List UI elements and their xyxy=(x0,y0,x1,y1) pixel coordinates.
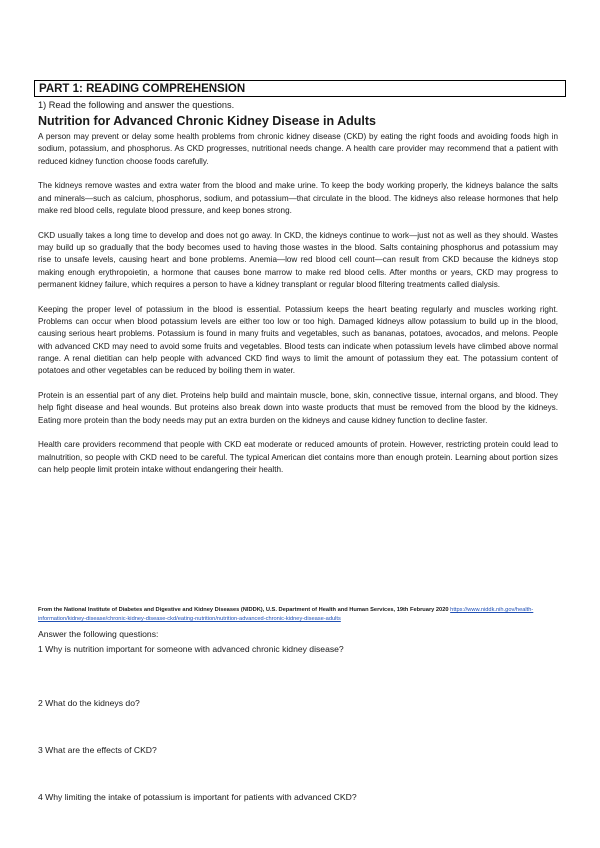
part-header: PART 1: READING COMPREHENSION xyxy=(34,80,566,97)
article-paragraph: The kidneys remove wastes and extra water from the blood and make urine. To keep the body working properly, the kidneys balance the salts and minerals—such as calcium, phosphorus, sodium, and potassium—that circulate in the blood. The kidneys also release hormones that help make red blood cells, regulate blood pressure, and keep bones strong. xyxy=(38,181,558,215)
article-paragraph: CKD usually takes a long time to develop and does not go away. In CKD, the kidneys continue to work—just not as well as they should. Wastes may build up so gradually that the body becomes used to having those wastes in the blood. Salts containing phosphorus and potassium may rise to unsafe levels, causing heart and bone problems. Anemia—low red blood cell count—can result from CKD because the kidneys stop making enough erythropoietin, a hormone that causes bone marrow to make red blood cells. After months or years, CKD may progress to permanent kidney failure, which requires a person to have a kidney transplant or regular blood filtering treatments called dialysis. xyxy=(38,230,558,289)
question-3: 3 What are the effects of CKD? xyxy=(38,745,157,755)
answer-prompt: Answer the following questions: xyxy=(38,629,159,639)
article-paragraph: Keeping the proper level of potassium in the blood is essential. Potassium keeps the heart beating regularly and muscles working right. Problems can occur when blood potassium levels are either too low or too high. Damaged kidneys allow potassium to build up in the blood, causing serious heart problems. Potassium is found in many fruits and vegetables, such as bananas, potatoes, avocados, and melons. People with advanced CKD may need to avoid some fruits and vegetables. Blood tests can indicate when potassium levels have climbed above normal range. A renal dietitian can help people with advanced CKD find ways to limit the amount of potassium they eat. The potassium content of potatoes and other vegetables can be reduced by boiling them in water. xyxy=(38,304,558,376)
question-4: 4 Why limiting the intake of potassium is important for patients with advanced CKD? xyxy=(38,792,357,802)
source-citation xyxy=(38,606,563,624)
article-title: Nutrition for Advanced Chronic Kidney Disease in Adults xyxy=(38,114,377,128)
source-link[interactable]: https://www.niddk.nih.gov/health-information/kidney-disease/chronic-kidney-disease-ckd/eating-nutrition/nutrition-advanced-chronic-kidney-disease-adults xyxy=(38,607,534,622)
question-1: 1 Why is nutrition important for someone with advanced chronic kidney disease? xyxy=(38,644,344,654)
instruction: 1) Read the following and answer the questions. xyxy=(38,100,235,110)
question-2: 2 What do the kidneys do? xyxy=(38,698,140,708)
article-paragraph: Protein is an essential part of any diet. Proteins help build and maintain muscle, bone, skin, connective tissue, internal organs, and blood. They help fight disease and heal wounds. But proteins also break down into waste products that must be removed from the blood by the kidneys. Eating more protein than the body needs may put an extra burden on the kidneys and cause kidney function to decline faster. xyxy=(38,391,558,425)
article-body xyxy=(38,131,558,489)
article-paragraph: Health care providers recommend that people with CKD eat moderate or reduced amounts of protein. However, restricting protein could lead to malnutrition, so people with CKD need to be careful. The typical American diet contains more than enough protein. Learning about portion sizes can help people limit protein intake without endangering their health. xyxy=(38,440,558,475)
article-paragraph: A person may prevent or delay some health problems from chronic kidney disease (CKD) by eating the right foods and avoiding foods high in sodium, potassium, and phosphorus. As CKD progresses, nutritional needs change. A health care provider may recommend that a patient with reduced kidney function choose foods carefully. xyxy=(38,132,558,166)
source-text: From the National Institute of Diabetes and Digestive and Kidney Diseases (NIDDK), U.S. Department of Health and Human Services, 19th February 2020 xyxy=(38,607,449,613)
